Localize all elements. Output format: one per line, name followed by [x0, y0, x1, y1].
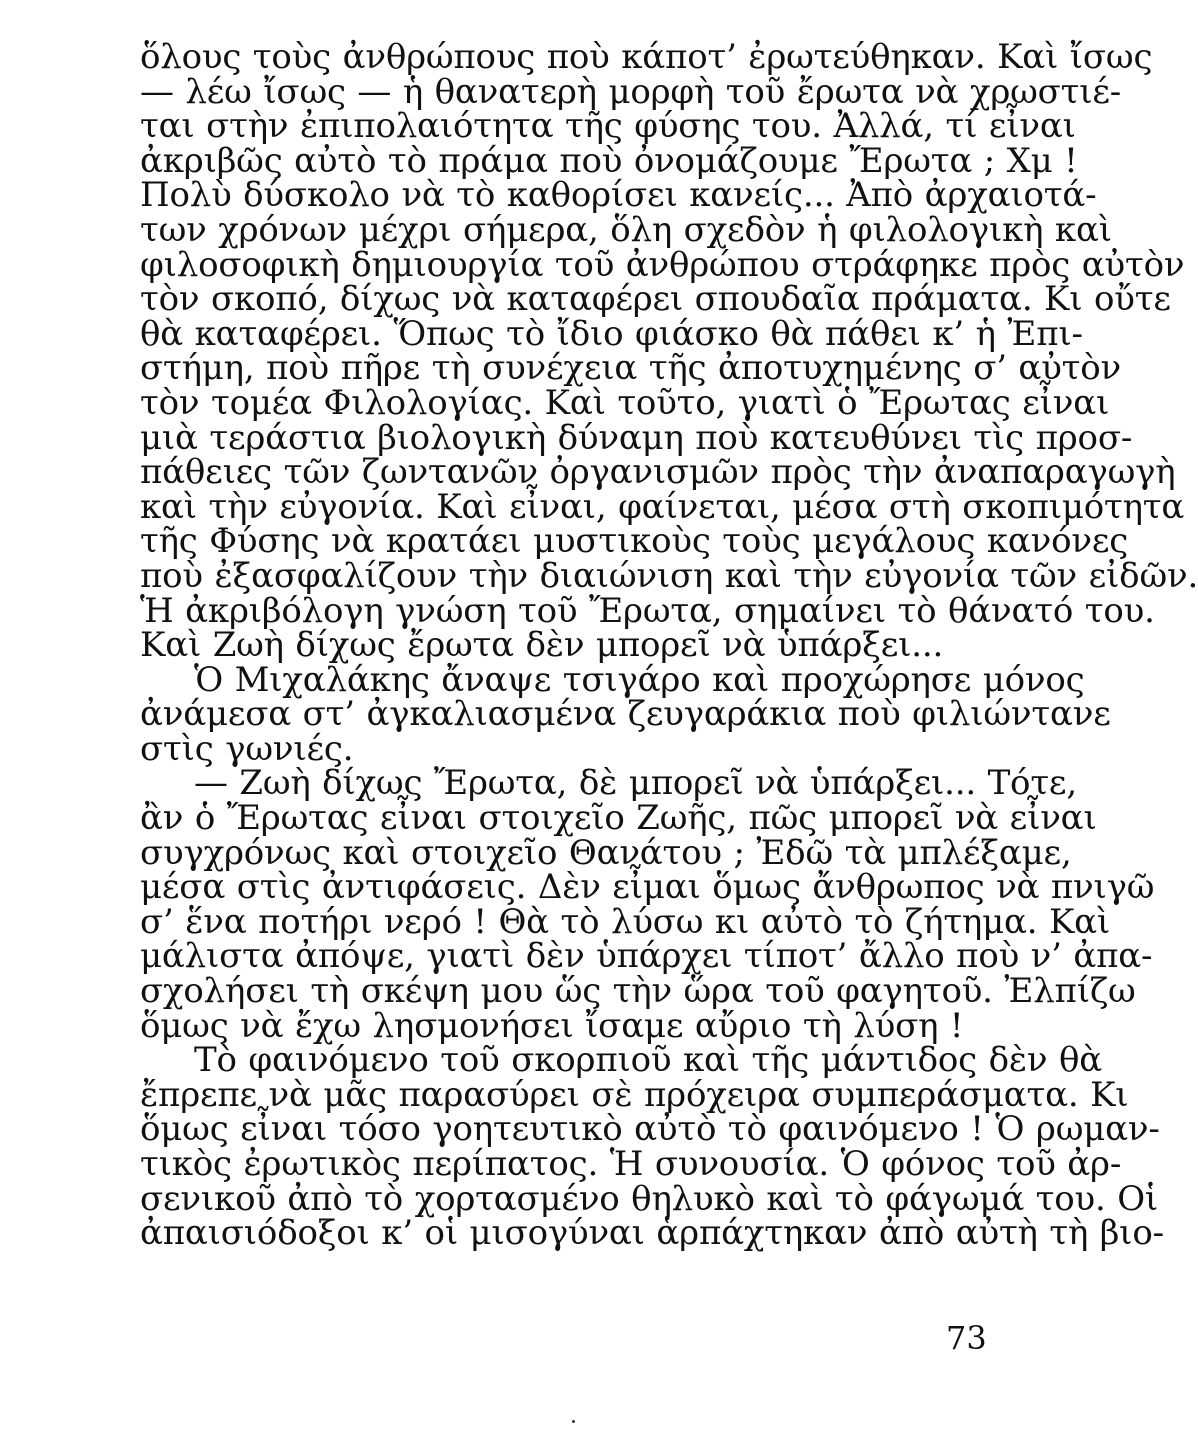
text-line: συγχρόνως καὶ στοιχεῖο Θανάτου ; Ἐδῶ τὰ μπλέξαμε, — [140, 832, 1072, 873]
text-line: ται στὴν ἐπιπολαιότητα τῆς φύσης του. Ἀλλά, τί εἶναι — [140, 106, 1076, 147]
text-line: μιὰ τεράστια βιολογικὴ δύναμη ποὺ κατευθύνει τὶς προσ- — [140, 417, 1133, 458]
text-line: των χρόνων μέχρι σήμερα, ὅλη σχεδὸν ἡ φιλολογικὴ καὶ — [140, 209, 1112, 250]
text-line: ἀκριβῶς αὐτὸ τὸ πράμα ποὺ ὀνομάζουμε Ἔρωτα ; Χμ ! — [140, 140, 1078, 181]
text-line: ὅμως νὰ ἔχω λησμονήσει ἴσαμε αὔριο τὴ λύση ! — [140, 1005, 964, 1046]
text-line: — Ζωὴ δίχως Ἔρωτα, δὲ μπορεῖ νὰ ὑπάρξει... Τότε, — [194, 763, 1077, 804]
text-line: πάθειες τῶν ζωντανῶν ὀργανισμῶν πρὸς τὴν ἀναπαραγωγὴ — [140, 452, 1176, 493]
text-line: ἀνάμεσα στ’ ἀγκαλιασμένα ζευγαράκια ποὺ φιλιώντανε — [140, 694, 1111, 735]
text-line: στήμη, ποὺ πῆρε τὴ συνέχεια τῆς ἀποτυχημένης σ’ αὐτὸν — [140, 348, 1122, 389]
text-line: σχολήσει τὴ σκέψη μου ὥς τὴν ὥρα τοῦ φαγητοῦ. Ἐλπίζω — [140, 971, 1136, 1012]
text-line: Καὶ Ζωὴ δίχως ἔρωτα δὲν μπορεῖ νὰ ὑπάρξει... — [140, 625, 944, 666]
text-line: τῆς Φύσης νὰ κρατάει μυστικοὺς τοὺς μεγάλους κανόνες — [140, 521, 1129, 562]
text-line: μάλιστα ἀπόψε, γιατὶ δὲν ὑπάρχει τίποτ’ ἄλλο ποὺ ν’ ἀπα- — [140, 936, 1153, 977]
text-line: ὅλους τοὺς ἀνθρώπους ποὺ κάποτ’ ἐρωτεύθηκαν. Καὶ ἴσως — [140, 37, 1153, 77]
text-line: ἔπρεπε νὰ μᾶς παρασύρει σὲ πρόχειρα συμπεράσματα. Κι — [140, 1074, 1129, 1115]
text-line: σ’ ἕνα ποτήρι νερό ! Θὰ τὸ λύσω κι αὐτὸ τὸ ζήτημα. Καὶ — [140, 901, 1111, 942]
body-text — [140, 37, 1198, 1254]
text-line: θὰ καταφέρει. Ὅπως τὸ ἴδιο φιάσκο θὰ πάθει κ’ ἡ Ἐπι- — [140, 313, 1083, 354]
text-line: σενικοῦ ἀπὸ τὸ χορτασμένο θηλυκὸ καὶ τὸ φάγωμά του. Οἱ — [140, 1178, 1159, 1219]
text-line: τὸν τομέα Φιλολογίας. Καὶ τοῦτο, γιατὶ ὁ Ἔρωτας εἶναι — [140, 382, 1110, 423]
print-speck — [572, 1420, 575, 1423]
text-line: ἀπαισιόδοξοι κ’ οἱ μισογύναι ἁρπάχτηκαν ἀπὸ αὐτὴ τὴ βιο- — [140, 1213, 1164, 1254]
text-line: καὶ τὴν εὐγονία. Καὶ εἶναι, φαίνεται, μέσα στὴ σκοπιμότητα — [140, 486, 1185, 527]
text-line: Ἡ ἀκριβόλογη γνώση τοῦ Ἔρωτα, σημαίνει τὸ θάνατό του. — [140, 590, 1155, 631]
text-line: — λέω ἴσως — ἡ θανατερὴ μορφὴ τοῦ ἔρωτα νὰ χρωστιέ- — [140, 71, 1122, 112]
text-line: τικὸς ἐρωτικὸς περίπατος. Ἡ συνουσία. Ὁ φόνος τοῦ ἀρ- — [140, 1144, 1122, 1184]
text-line: στὶς γωνιές. — [140, 728, 354, 769]
page-number: 73 — [946, 1319, 987, 1357]
text-line: τὸν σκοπό, δίχως νὰ καταφέρει σπουδαῖα πράματα. Κι οὔτε — [140, 279, 1171, 320]
text-line: ἂν ὁ Ἔρωτας εἶναι στοιχεῖο Ζωῆς, πῶς μπορεῖ νὰ εἶναι — [140, 798, 1097, 839]
text-line: ποὺ ἐξασφαλίζουν τὴν διαιώνιση καὶ τὴν εὐγονία τῶν εἰδῶν. — [140, 555, 1198, 596]
text-line: μέσα στὶς ἀντιφάσεις. Δὲν εἶμαι ὅμως ἄνθρωπος νὰ πνιγῶ — [140, 867, 1155, 908]
text-line: φιλοσοφικὴ δημιουργία τοῦ ἀνθρώπου στράφηκε πρὸς αὐτὸν — [140, 244, 1185, 285]
text-line: ὅμως εἶναι τόσο γοητευτικὸ αὐτὸ τὸ φαινόμενο ! Ὁ ρωμαν- — [140, 1109, 1160, 1150]
text-line: Πολὺ δύσκολο νὰ τὸ καθορίσει κανείς... Ἀπὸ ἀρχαιοτά- — [140, 175, 1097, 216]
text-line: Ὁ Μιχαλάκης ἄναψε τσιγάρο καὶ προχώρησε μόνος — [194, 659, 1085, 700]
text-line: Τὸ φαινόμενο τοῦ σκορπιοῦ καὶ τῆς μάντιδος δὲν θὰ — [194, 1040, 1102, 1081]
